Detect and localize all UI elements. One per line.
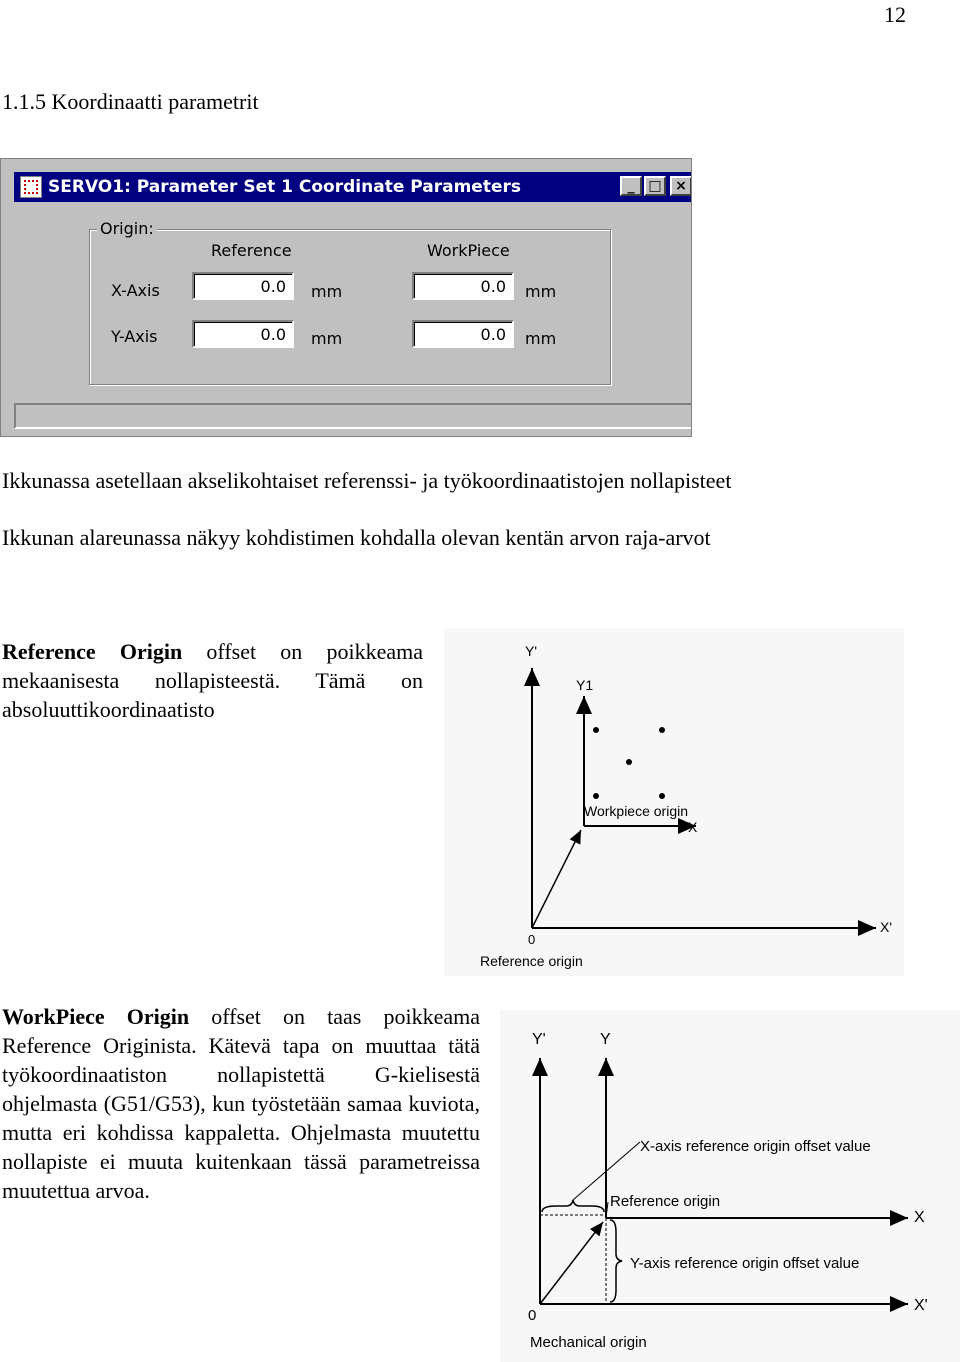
title-bar [14, 172, 692, 202]
description-line-1: Ikkunassa asetellaan akselikohtaiset referenssi- ja työkoordinaatistojen nollapisteet [2, 468, 732, 493]
page-number: 12 [884, 2, 906, 27]
reference-origin-label: Reference origin [480, 953, 583, 969]
x-prime-label: X' [880, 919, 893, 935]
reference-origin-paragraph [2, 637, 423, 724]
y-axis-reference-unit: mm [311, 329, 343, 348]
y-axis-reference-field[interactable]: 0.0 [192, 320, 294, 348]
y-label: Y [600, 1031, 611, 1048]
workpiece-point [593, 727, 599, 733]
status-bar [14, 403, 692, 429]
coordinate-parameters-dialog [0, 158, 692, 437]
reference-column-header: Reference [211, 241, 292, 260]
origin-group-label: Origin: [97, 219, 157, 238]
x-label: X [914, 1209, 925, 1226]
mechanical-reference-origin-diagram [500, 1010, 960, 1362]
x-axis-reference-field[interactable]: 0.0 [192, 272, 294, 300]
minimize-button[interactable]: _ [620, 176, 642, 196]
y-axis-workpiece-field[interactable]: 0.0 [412, 320, 514, 348]
workpiece-point [626, 759, 632, 765]
y-axis-workpiece-unit: mm [525, 329, 557, 348]
workpiece-point [659, 727, 665, 733]
mechanical-origin-label: Mechanical origin [530, 1334, 647, 1351]
x-axis-reference-unit: mm [311, 282, 343, 301]
workpiece-point [593, 793, 599, 799]
x-prime-label: X' [914, 1297, 928, 1314]
y-offset-label: Y-axis reference origin offset value [630, 1255, 860, 1272]
reference-origin-text: offset on poikkeama mekaanisesta nollapisteestä. Tämä on absoluuttikoordinaatisto [2, 639, 423, 722]
y1-label: Y1 [576, 677, 594, 693]
reference-origin-term: Reference Origin [2, 639, 183, 664]
y-prime-label: Y' [525, 643, 538, 659]
x-axis-label: X-Axis [111, 281, 160, 300]
workpiece-origin-paragraph [2, 1002, 480, 1205]
workpiece-origin-label: Workpiece origin [584, 803, 689, 819]
zero-label: 0 [528, 932, 536, 947]
description-line-2: Ikkunan alareunassa näkyy kohdistimen kohdalla olevan kentän arvon raja-arvot [2, 525, 711, 550]
app-icon [20, 176, 42, 198]
y-prime-label: Y' [532, 1031, 546, 1048]
x-axis-workpiece-field[interactable]: 0.0 [412, 272, 514, 300]
x-label: X [688, 819, 698, 835]
x-axis-workpiece-unit: mm [525, 282, 557, 301]
workpiece-column-header: WorkPiece [427, 241, 510, 260]
workpiece-origin-text: offset on taas poikkeama Reference Originista. Kätevä tapa on muuttaa tätä työkoordinaatiston nollapistettä G-kielisestä ohjelmasta (G51/G53), kun työstetään samaa kuviota, mutta eri kohdissa kappaletta. Ohjelmasta muutettu nollapiste ei muuta kuitenkaan tässä parametreissa muutettua arvoa. [2, 1004, 480, 1203]
workpiece-point [659, 793, 665, 799]
zero-label: 0 [528, 1307, 537, 1324]
workpiece-origin-term: WorkPiece Origin [2, 1004, 190, 1029]
y-axis-label: Y-Axis [111, 327, 158, 346]
close-button[interactable]: × [670, 176, 692, 196]
origin-groupbox [89, 229, 611, 385]
reference-origin-label: Reference origin [610, 1193, 721, 1210]
dialog-title: SERVO1: Parameter Set 1 Coordinate Parameters [48, 177, 521, 197]
reference-workpiece-origin-diagram [444, 628, 904, 976]
x-offset-label: X-axis reference origin offset value [640, 1138, 871, 1155]
maximize-button[interactable]: □ [644, 176, 666, 196]
section-heading: 1.1.5 Koordinaatti parametrit [2, 89, 259, 114]
